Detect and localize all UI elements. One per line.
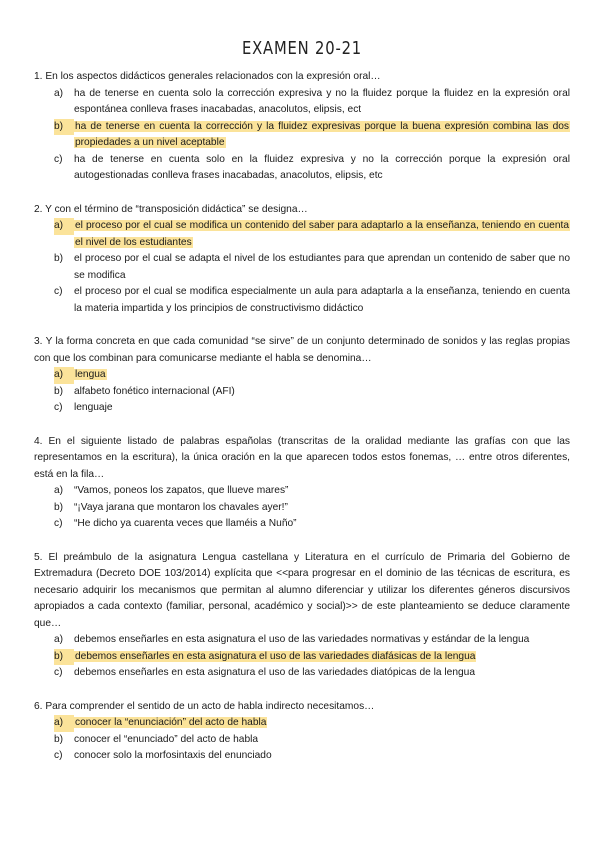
option-letter: c): [54, 518, 63, 529]
option-text: ha de tenerse en cuenta solo la corrección expresiva y no la fluidez porque la fluidez en la expresión oral espontánea conlleva frases inacabadas, anacolutos, elipsis, ect: [74, 87, 570, 115]
option-list: [34, 632, 570, 682]
option-text: lenguaje: [74, 402, 113, 413]
option-text: el proceso por el cual se modifica especialmente un aula para adaptarla a la enseñanza, teniendo en cuenta la materia impartida y los principios de constructivismo didáctico: [74, 286, 570, 314]
option-letter: b): [54, 649, 74, 666]
answer-option: [34, 384, 570, 401]
page-title: EXAMEN 20-21: [241, 38, 363, 59]
answer-option: [34, 665, 570, 682]
highlighted-answer-option: [34, 715, 570, 732]
highlighted-answer-option: [34, 218, 570, 251]
answer-option: [34, 732, 570, 749]
answer-option: [34, 748, 570, 765]
option-text: ha de tenerse en cuenta la corrección y la fluidez expresivas porque la buena expresión combina las dos propiedades a un nivel aceptable: [75, 120, 569, 148]
option-text: conocer el “enunciado” del acto de habla: [74, 733, 259, 745]
question-4: [34, 434, 570, 533]
option-list: [34, 483, 570, 533]
option-text: el proceso por el cual se modifica un contenido del saber para adaptarlo a la enseñanza, teniendo en cuenta el nivel de los estudiantes: [75, 220, 569, 248]
answer-option: [34, 86, 570, 119]
option-text: “¡Vaya jarana que montaron los chavales ayer!”: [74, 501, 288, 513]
option-letter: b): [54, 119, 74, 136]
option-letter: c): [54, 667, 63, 678]
option-letter: a): [54, 87, 64, 99]
answer-option: [34, 251, 570, 284]
highlighted-answer-option: [34, 119, 570, 152]
option-letter: a): [54, 634, 64, 645]
highlighted-answer-option: [34, 367, 570, 384]
question-list: [34, 69, 570, 765]
option-text: debemos enseñarles en esta asignatura el uso de las variedades diafásicas de la lengua: [75, 650, 476, 662]
option-text: conocer solo la morfosintaxis del enunciado: [74, 750, 272, 761]
question-stem: 3. Y la forma concreta en que cada comunidad “se sirve” de un conjunto determinado de sonidos y las reglas propias con que los combinan para comunicarse mediante el habla se denomina…: [34, 336, 570, 364]
option-text: el proceso por el cual se adapta el nivel de los estudiantes para que aprendan un contenido de saber que no se modifica: [74, 253, 570, 281]
answer-option: [34, 500, 570, 517]
question-stem: 2. Y con el término de “transposición didáctica” se designa…: [34, 203, 308, 215]
question-1: [34, 69, 570, 185]
question-2: [34, 202, 570, 318]
option-letter: c): [54, 402, 63, 413]
option-text: debemos enseñarles en esta asignatura el uso de las variedades diatópicas de la lengua: [74, 667, 475, 678]
option-letter: c): [54, 153, 63, 165]
option-letter: c): [54, 750, 63, 761]
option-text: conocer la “enunciación” del acto de habla: [75, 717, 267, 728]
question-stem: 5. El preámbulo de la asignatura Lengua castellana y Literatura en el currículo de Primaria del Gobierno de Extremadura (Decreto DOE 103/2014) explícita que <<para progresar en el dominio de las técnicas de escritura, es necesario adquirir los mecanismos que permitan al alumno diferenciar y utilizar los diferentes géneros discursivos apropiados a cada contexto (familiar, personal, académico y social)>> de este planteamiento se deduce claramente que…: [34, 551, 570, 629]
option-text: ha de tenerse en cuenta solo en la fluidez expresiva y no la corrección porque la expresión oral autogestionadas conlleva frases inacabadas, anacolutos, elipsis, etc: [74, 153, 570, 181]
option-letter: b): [54, 733, 64, 745]
option-letter: a): [54, 367, 74, 384]
option-text: “He dicho ya cuarenta veces que llaméis a Nuño”: [74, 518, 297, 529]
question-3: [34, 334, 570, 417]
answer-option: [34, 516, 570, 533]
option-letter: a): [54, 485, 64, 496]
answer-option: [34, 632, 570, 649]
option-letter: b): [54, 385, 64, 397]
answer-option: [34, 284, 570, 317]
question-5: [34, 550, 570, 682]
option-letter: a): [54, 218, 74, 235]
question-stem: 6. Para comprender el sentido de un acto de habla indirecto necesitamos…: [34, 700, 375, 712]
answer-option: [34, 152, 570, 185]
question-6: [34, 699, 570, 765]
option-text: “Vamos, poneos los zapatos, que llueve mares”: [74, 485, 289, 496]
option-list: [34, 367, 570, 417]
option-letter: b): [54, 253, 64, 264]
option-text: alfabeto fonético internacional (AFI): [74, 385, 235, 397]
option-list: [34, 218, 570, 317]
option-list: [34, 86, 570, 185]
option-letter: c): [54, 286, 63, 297]
option-list: [34, 715, 570, 765]
option-text: lengua: [75, 369, 106, 380]
answer-option: [34, 400, 570, 417]
question-stem: 4. En el siguiente listado de palabras españolas (transcritas de la oralidad mediante las grafías con que las representamos en la escritura), la única oración en la que aparecen todos estos fonemas, … entre otros diferentes, está en la fila…: [34, 435, 570, 480]
option-letter: a): [54, 715, 74, 732]
option-letter: b): [54, 501, 64, 513]
answer-option: [34, 483, 570, 500]
question-stem: 1. En los aspectos didácticos generales relacionados con la expresión oral…: [34, 71, 381, 82]
option-text: debemos enseñarles en esta asignatura el uso de las variedades normativas y estándar de la lengua: [74, 634, 530, 645]
highlighted-answer-option: [34, 649, 570, 666]
